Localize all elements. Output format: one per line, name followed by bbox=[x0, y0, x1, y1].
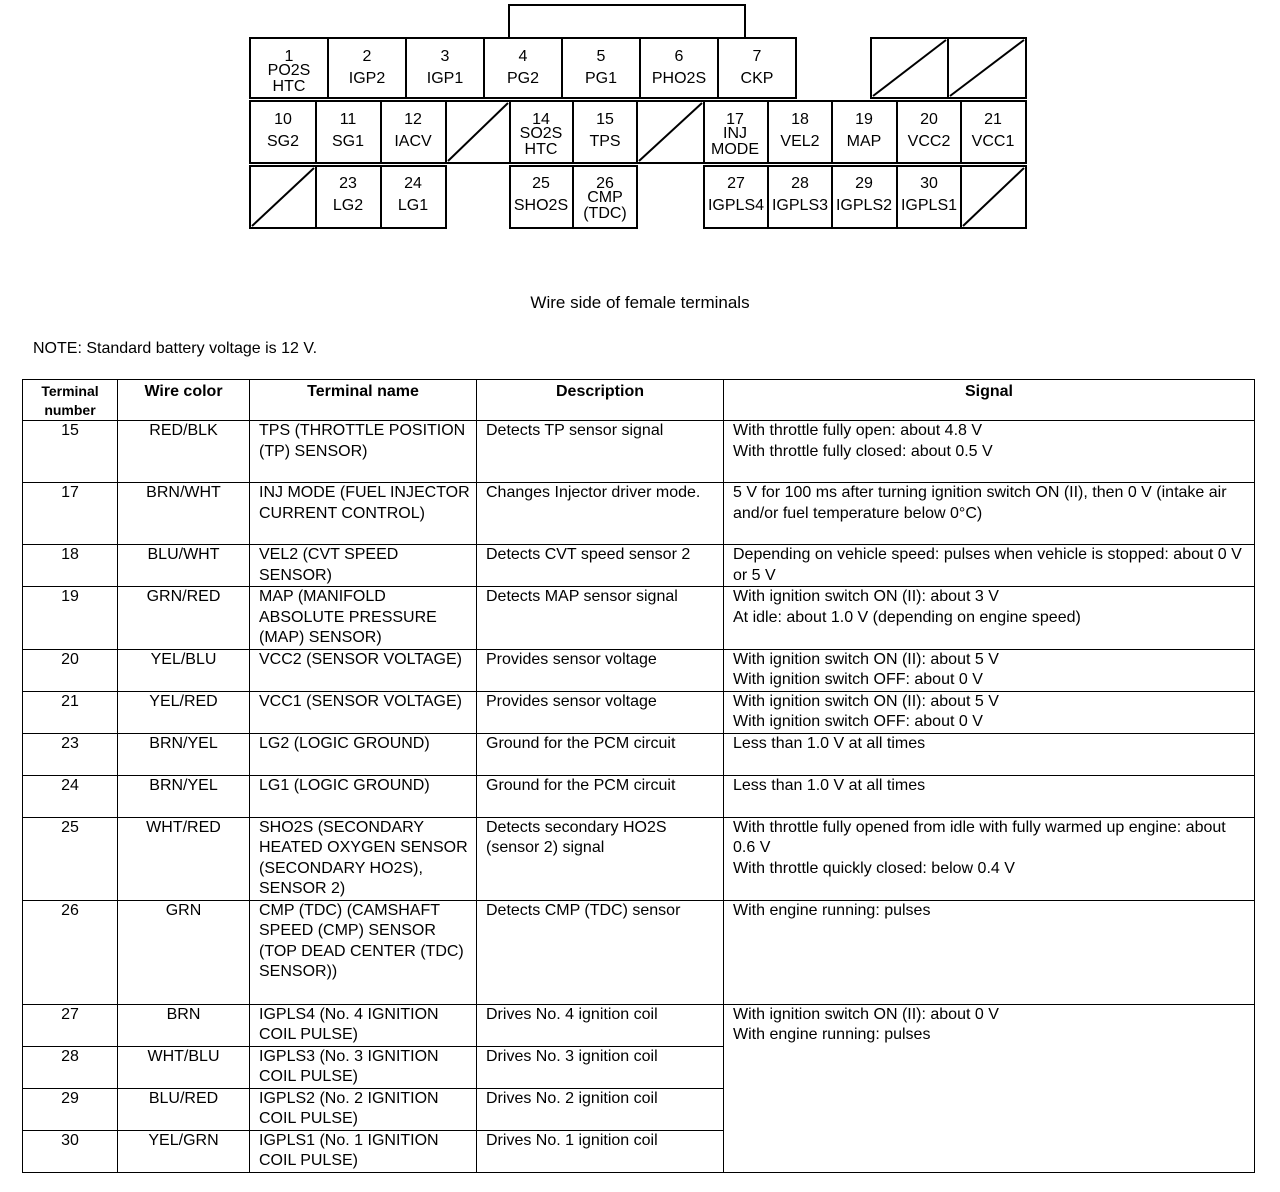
description-cell: Drives No. 2 ignition coil bbox=[477, 1088, 724, 1130]
pin-label: LG2 bbox=[332, 197, 364, 214]
signal-line: Depending on vehicle speed: pulses when vehicle is stopped: about 0 V or 5 V bbox=[733, 546, 1242, 584]
table-row bbox=[23, 733, 1255, 775]
signal-line: With throttle fully opened from idle with fully warmed up engine: about 0.6 V bbox=[733, 818, 1226, 856]
table-row bbox=[23, 1004, 1255, 1046]
signal-line: With ignition switch OFF: about 0 V bbox=[733, 713, 983, 730]
pin-number: 19 bbox=[855, 111, 873, 128]
pin-label: INJ bbox=[723, 125, 747, 142]
terminal-name-cell: LG1 (LOGIC GROUND) bbox=[250, 775, 477, 817]
header-terminal-name: Terminal name bbox=[250, 380, 477, 421]
pin-label: IGP2 bbox=[348, 70, 386, 87]
description-cell: Detects secondary HO2S (sensor 2) signal bbox=[477, 817, 724, 900]
terminal-number-cell: 20 bbox=[23, 649, 118, 691]
description-cell: Detects CMP (TDC) sensor bbox=[477, 900, 724, 1004]
terminal-number-cell: 25 bbox=[23, 817, 118, 900]
terminal-number-cell: 15 bbox=[23, 421, 118, 483]
signal-line: With ignition switch OFF: about 0 V bbox=[733, 671, 983, 688]
pin-label: VEL2 bbox=[780, 133, 820, 150]
wire-color-cell: BLU/WHT bbox=[118, 545, 250, 587]
wire-color-cell: YEL/RED bbox=[118, 691, 250, 733]
empty-cavity-slash bbox=[873, 40, 946, 96]
terminal-name-cell: SHO2S (SECONDARY HEATED OXYGEN SENSOR (SECONDARY HO2S), SENSOR 2) bbox=[250, 817, 477, 900]
pin-label: TPS bbox=[589, 133, 621, 150]
signal-line: 5 V for 100 ms after turning ignition switch ON (II), then 0 V (intake air and/or fuel temperature below 0°C) bbox=[733, 484, 1227, 522]
signal-line: With ignition switch ON (II): about 5 V bbox=[733, 650, 999, 668]
signal-cell bbox=[724, 733, 1255, 775]
description-cell: Changes Injector driver mode. bbox=[477, 483, 724, 545]
empty-cavity-slash bbox=[252, 168, 314, 226]
terminal-name-cell: IGPLS4 (No. 4 IGNITION COIL PULSE) bbox=[250, 1004, 477, 1046]
terminal-number-cell: 19 bbox=[23, 587, 118, 650]
pin-number: 10 bbox=[274, 111, 292, 128]
description-cell: Ground for the PCM circuit bbox=[477, 733, 724, 775]
pin-number: 21 bbox=[984, 111, 1002, 128]
signal-line: With throttle fully open: about 4.8 V bbox=[733, 422, 983, 439]
pin-label: PG2 bbox=[506, 70, 540, 87]
terminal-name-cell: VCC2 (SENSOR VOLTAGE) bbox=[250, 649, 477, 691]
pin-label: IGPLS4 bbox=[707, 197, 765, 214]
terminal-name-cell: INJ MODE (FUEL INJECTOR CURRENT CONTROL) bbox=[250, 483, 477, 545]
pin-number: 12 bbox=[404, 111, 422, 128]
pin-number: 18 bbox=[791, 111, 809, 128]
terminal-name-cell: VEL2 (CVT SPEED SENSOR) bbox=[250, 545, 477, 587]
terminal-number-cell: 26 bbox=[23, 900, 118, 1004]
pin-number: 15 bbox=[596, 111, 614, 128]
signal-line: With ignition switch ON (II): about 3 V bbox=[733, 588, 999, 605]
wire-color-cell: YEL/GRN bbox=[118, 1130, 250, 1172]
terminal-name-cell: MAP (MANIFOLD ABSOLUTE PRESSURE (MAP) SENSOR) bbox=[250, 587, 477, 650]
pin-number: 30 bbox=[920, 175, 938, 192]
table-row bbox=[23, 545, 1255, 587]
pin-label: SHO2S bbox=[513, 197, 569, 214]
terminal-number-cell: 24 bbox=[23, 775, 118, 817]
signal-line: With throttle fully closed: about 0.5 V bbox=[733, 442, 993, 460]
pin-label: IACV bbox=[394, 133, 432, 150]
pin-number: 5 bbox=[596, 48, 606, 65]
table-row bbox=[23, 421, 1255, 483]
connector-lock-tab bbox=[509, 5, 745, 38]
pin-number: 29 bbox=[855, 175, 873, 192]
signal-cell bbox=[724, 691, 1255, 733]
description-cell: Detects TP sensor signal bbox=[477, 421, 724, 483]
signal-line: With engine running: pulses bbox=[733, 901, 931, 919]
terminal-name-cell: IGPLS3 (No. 3 IGNITION COIL PULSE) bbox=[250, 1046, 477, 1088]
header-signal: Signal bbox=[724, 380, 1255, 421]
description-cell: Detects MAP sensor signal bbox=[477, 587, 724, 650]
signal-line: With engine running: pulses bbox=[733, 1026, 931, 1043]
pin-label: HTC bbox=[524, 141, 558, 158]
pin-number: 1 bbox=[284, 48, 294, 65]
connector-diagram bbox=[0, 0, 1280, 240]
pin-number: 26 bbox=[596, 175, 614, 192]
empty-cavity-slash bbox=[639, 103, 702, 161]
signal-line: Less than 1.0 V at all times bbox=[733, 776, 926, 794]
pin-number: 20 bbox=[920, 111, 938, 128]
pin-number: 24 bbox=[404, 175, 422, 192]
description-cell: Drives No. 3 ignition coil bbox=[477, 1046, 724, 1088]
wire-color-cell: YEL/BLU bbox=[118, 649, 250, 691]
wire-color-cell: BRN/WHT bbox=[118, 483, 250, 545]
table-row bbox=[23, 483, 1255, 545]
terminal-number-cell: 30 bbox=[23, 1130, 118, 1172]
description-cell: Drives No. 1 ignition coil bbox=[477, 1130, 724, 1172]
pin-label: VCC1 bbox=[971, 133, 1015, 150]
pin-label: PO2S bbox=[267, 62, 311, 79]
table-header-row bbox=[23, 380, 1255, 421]
description-cell: Provides sensor voltage bbox=[477, 649, 724, 691]
pin-label: VCC2 bbox=[907, 133, 951, 150]
pin-label: CKP bbox=[740, 70, 774, 87]
pin-label: SO2S bbox=[519, 125, 563, 142]
pin-label: SG1 bbox=[331, 133, 365, 150]
empty-cavity-slash bbox=[950, 40, 1024, 96]
signal-cell bbox=[724, 817, 1255, 900]
pin-label: IGPLS1 bbox=[900, 197, 958, 214]
connector-row-top-frame bbox=[250, 38, 796, 98]
table-row bbox=[23, 691, 1255, 733]
pin-label: IGPLS3 bbox=[771, 197, 829, 214]
table-row bbox=[23, 817, 1255, 900]
description-cell: Detects CVT speed sensor 2 bbox=[477, 545, 724, 587]
wire-color-cell: GRN bbox=[118, 900, 250, 1004]
signal-cell bbox=[724, 421, 1255, 483]
signal-cell bbox=[724, 900, 1255, 1004]
terminal-number-cell: 29 bbox=[23, 1088, 118, 1130]
pin-number: 3 bbox=[440, 48, 450, 65]
wire-color-cell: WHT/BLU bbox=[118, 1046, 250, 1088]
pin-label: LG1 bbox=[397, 197, 429, 214]
voltage-note: NOTE: Standard battery voltage is 12 V. bbox=[33, 340, 318, 357]
pin-number: 25 bbox=[532, 175, 550, 192]
terminal-name-cell: LG2 (LOGIC GROUND) bbox=[250, 733, 477, 775]
signal-line: With ignition switch ON (II): about 0 V bbox=[733, 1005, 999, 1023]
header-description: Description bbox=[477, 380, 724, 421]
pin-label: IGPLS2 bbox=[835, 197, 893, 214]
pin-label: PG1 bbox=[584, 70, 618, 87]
wire-color-cell: BRN bbox=[118, 1004, 250, 1046]
pin-number: 23 bbox=[339, 175, 357, 192]
terminal-number-cell: 17 bbox=[23, 483, 118, 545]
header-terminal-number: Terminal number bbox=[23, 380, 118, 421]
pin-number: 2 bbox=[362, 48, 372, 65]
description-cell: Ground for the PCM circuit bbox=[477, 775, 724, 817]
terminal-name-cell: TPS (THROTTLE POSITION (TP) SENSOR) bbox=[250, 421, 477, 483]
pin-number: 4 bbox=[518, 48, 528, 65]
pin-label: MAP bbox=[846, 133, 882, 150]
wire-color-cell: RED/BLK bbox=[118, 421, 250, 483]
pin-number: 27 bbox=[727, 175, 745, 192]
pin-label: SG2 bbox=[266, 133, 300, 150]
pin-label: CMP bbox=[587, 189, 623, 206]
signal-line: At idle: about 1.0 V (depending on engine speed) bbox=[733, 608, 1081, 626]
pin-number: 17 bbox=[726, 111, 744, 128]
wire-color-cell: BRN/YEL bbox=[118, 775, 250, 817]
signal-line: Less than 1.0 V at all times bbox=[733, 734, 926, 752]
pin-number: 7 bbox=[752, 48, 762, 65]
table-row bbox=[23, 900, 1255, 1004]
diagram-caption: Wire side of female terminals bbox=[530, 293, 750, 312]
signal-cell-ignition-coils bbox=[724, 1004, 1255, 1172]
table-row bbox=[23, 587, 1255, 650]
description-cell: Drives No. 4 ignition coil bbox=[477, 1004, 724, 1046]
pin-label: PHO2S bbox=[651, 70, 707, 87]
pin-number: 28 bbox=[791, 175, 809, 192]
pin-label: HTC bbox=[272, 78, 306, 95]
pin-label: IGP1 bbox=[426, 70, 464, 87]
signal-cell bbox=[724, 587, 1255, 650]
signal-line: With throttle quickly closed: below 0.4 V bbox=[733, 859, 1015, 877]
pin-number: 6 bbox=[674, 48, 684, 65]
pin-number: 11 bbox=[339, 111, 357, 128]
wire-color-cell: WHT/RED bbox=[118, 817, 250, 900]
terminal-name-cell: VCC1 (SENSOR VOLTAGE) bbox=[250, 691, 477, 733]
description-cell: Provides sensor voltage bbox=[477, 691, 724, 733]
terminal-number-cell: 28 bbox=[23, 1046, 118, 1088]
terminal-name-cell: IGPLS2 (No. 2 IGNITION COIL PULSE) bbox=[250, 1088, 477, 1130]
terminal-number-cell: 21 bbox=[23, 691, 118, 733]
empty-cavity-slash bbox=[963, 168, 1024, 226]
terminal-name-cell: IGPLS1 (No. 1 IGNITION COIL PULSE) bbox=[250, 1130, 477, 1172]
signal-cell bbox=[724, 775, 1255, 817]
pin-number: 14 bbox=[532, 111, 550, 128]
terminal-name-cell: CMP (TDC) (CAMSHAFT SPEED (CMP) SENSOR (TOP DEAD CENTER (TDC) SENSOR)) bbox=[250, 900, 477, 1004]
pin-label: (TDC) bbox=[583, 205, 627, 222]
wire-color-cell: BLU/RED bbox=[118, 1088, 250, 1130]
signal-cell bbox=[724, 483, 1255, 545]
signal-cell bbox=[724, 545, 1255, 587]
wire-color-cell: GRN/RED bbox=[118, 587, 250, 650]
table-row bbox=[23, 649, 1255, 691]
terminal-number-cell: 27 bbox=[23, 1004, 118, 1046]
signal-line: With ignition switch ON (II): about 5 V bbox=[733, 692, 999, 710]
header-wire-color: Wire color bbox=[118, 380, 250, 421]
empty-cavity-slash bbox=[448, 103, 508, 161]
terminal-signal-table bbox=[22, 379, 1255, 1173]
wire-color-cell: BRN/YEL bbox=[118, 733, 250, 775]
terminal-number-cell: 18 bbox=[23, 545, 118, 587]
terminal-number-cell: 23 bbox=[23, 733, 118, 775]
table-row bbox=[23, 775, 1255, 817]
pin-label: MODE bbox=[711, 141, 759, 158]
signal-cell bbox=[724, 649, 1255, 691]
